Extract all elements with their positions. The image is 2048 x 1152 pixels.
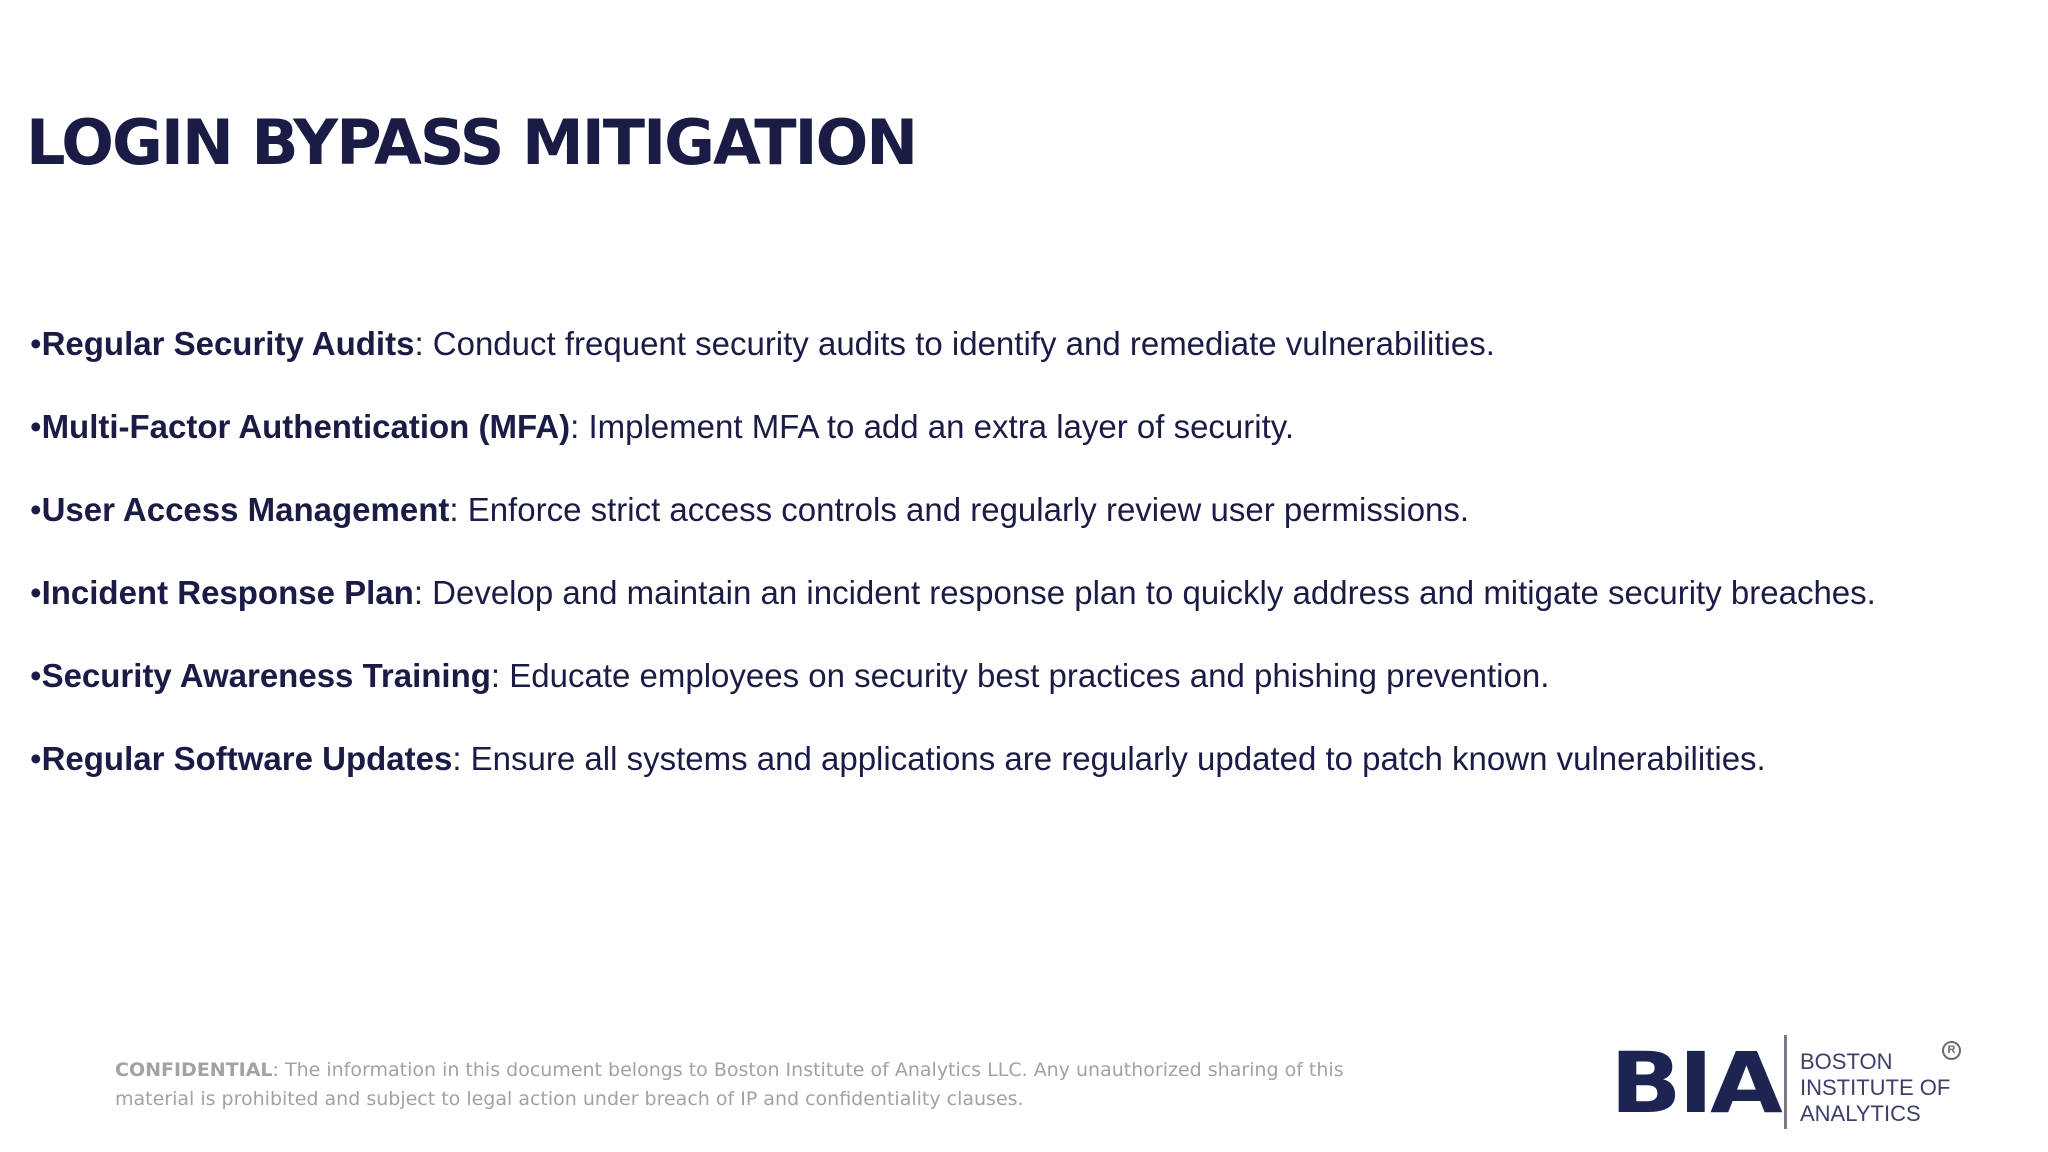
logo-line-analytics: ANALYTICS xyxy=(1800,1101,1921,1126)
bullet-description: : Implement MFA to add an extra layer of security. xyxy=(570,408,1294,445)
logo-divider xyxy=(1784,1035,1787,1129)
bullet-description: : Ensure all systems and applications are regularly updated to patch known vulnerabilities. xyxy=(452,740,1766,777)
confidential-label: CONFIDENTIAL xyxy=(115,1059,273,1081)
bullet-item-incident-response xyxy=(30,571,1876,654)
bullet-item-security-audits xyxy=(30,322,1876,405)
logo-mark: BIA xyxy=(1610,1034,1780,1132)
bullet-marker: • xyxy=(30,325,42,362)
bullet-description: : Educate employees on security best practices and phishing prevention. xyxy=(490,657,1550,694)
bullet-item-access-management xyxy=(30,488,1876,571)
bullet-marker: • xyxy=(30,740,42,777)
registered-mark-icon: R xyxy=(1942,1041,1961,1060)
bullet-term: Regular Security Audits xyxy=(41,325,415,362)
logo-wordmark xyxy=(1800,1049,1950,1127)
bullet-marker: • xyxy=(30,491,42,528)
bullet-marker: • xyxy=(30,408,42,445)
bullet-term: Incident Response Plan xyxy=(41,574,414,611)
slide-title: LOGIN BYPASS MITIGATION xyxy=(26,106,917,179)
logo-line-boston: BOSTON xyxy=(1800,1049,1893,1074)
bullet-term: Multi-Factor Authentication (MFA) xyxy=(41,408,571,445)
bullet-item-mfa xyxy=(30,405,1876,488)
bullet-item-software-updates xyxy=(30,737,1876,820)
mitigation-bullet-list xyxy=(30,322,1876,820)
bullet-marker: • xyxy=(30,657,42,694)
bullet-marker: • xyxy=(30,574,42,611)
logo-line-institute: INSTITUTE OF xyxy=(1800,1075,1951,1100)
bullet-item-awareness-training xyxy=(30,654,1876,737)
bullet-term: Regular Software Updates xyxy=(41,740,453,777)
confidentiality-line-1 xyxy=(115,1056,1415,1085)
bullet-term: User Access Management xyxy=(41,491,450,528)
confidential-text-2: material is prohibited and subject to legal action under breach of IP and confidentiality clauses. xyxy=(115,1088,1024,1110)
confidentiality-notice xyxy=(115,1056,1415,1114)
confidential-text-1: : The information in this document belongs to Boston Institute of Analytics LLC. Any unauthorized sharing of this xyxy=(272,1059,1344,1081)
bullet-term: Security Awareness Training xyxy=(41,657,491,694)
bia-logo xyxy=(1610,1035,1965,1135)
bullet-description: : Conduct frequent security audits to identify and remediate vulnerabilities. xyxy=(414,325,1495,362)
bullet-description: : Enforce strict access controls and regularly review user permissions. xyxy=(449,491,1470,528)
bullet-description: : Develop and maintain an incident response plan to quickly address and mitigate security breaches. xyxy=(413,574,1876,611)
